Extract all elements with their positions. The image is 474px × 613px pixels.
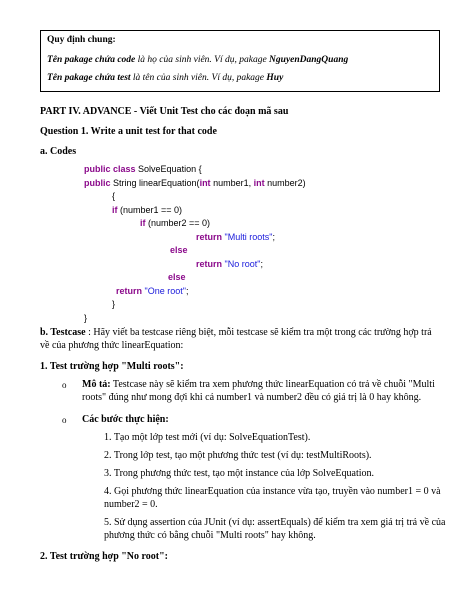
rules-box: [40, 30, 440, 92]
code-line: {: [112, 191, 116, 201]
step-item: 5. Sử dụng assertion của JUnit (ví dụ: assertEquals) để kiểm tra xem giá trị trả về của phương thức có bằng chuỗi "Multi roots" hay không.: [104, 517, 446, 541]
code-line: }: [112, 299, 116, 309]
item1-description: Mô tả: Testcase này sẽ kiểm tra xem phương thức linearEquation có trả về chuỗi "Multi roots" đúng như mong đợi khi cả number1 và number2 đều có giá trị là 0 hay không.: [82, 379, 435, 403]
rules-title: Quy định chung:: [47, 35, 116, 45]
item1-steps-label: Các bước thực hiện:: [82, 414, 169, 425]
item1-heading: 1. Test trường hợp "Multi roots":: [40, 361, 184, 372]
step-item: 2. Trong lớp test, tạo một phương thức test (ví dụ: testMultiRoots).: [104, 450, 372, 461]
code-line: else: [170, 245, 188, 255]
bullet-circle-icon: o: [62, 415, 67, 425]
step-item: 1. Tạo một lớp test mới (ví dụ: SolveEquationTest).: [104, 432, 311, 443]
code-line: public String linearEquation(int number1, int number2): [84, 177, 306, 188]
code-line: return "One root";: [116, 285, 189, 296]
part-title: PART IV. ADVANCE - Viết Unit Test cho các đoạn mã sau: [40, 106, 289, 117]
section-a-heading: a. Codes: [40, 146, 77, 157]
code-line: return "Multi roots";: [196, 231, 275, 242]
code-line: }: [84, 312, 88, 323]
code-line: if (number1 == 0): [112, 204, 183, 215]
bullet-circle-icon: o: [62, 380, 67, 390]
item2-heading: 2. Test trường hợp "No root":: [40, 551, 169, 562]
section-b-paragraph: b. Testcase : Hãy viết ba testcase riêng biệt, mỗi testcase sẽ kiểm tra một trong các trường hợp trả về của phương thức linearEquation:: [40, 327, 432, 351]
code-line: else: [168, 272, 186, 282]
step-item: 4. Gọi phương thức linearEquation của instance vừa tạo, truyền vào number1 = 0 và number2 = 0.: [104, 486, 441, 510]
code-line: if (number2 == 0): [140, 218, 211, 228]
code-block: [84, 163, 424, 325]
question-title: Question 1. Write a unit test for that code: [40, 126, 217, 137]
rules-line-code: Tên pakage chứa code là họ của sinh viên. Ví dụ, pakage NguyenDangQuang: [47, 54, 349, 65]
code-line: public class SolveEquation {: [84, 164, 202, 174]
rules-line-test: Tên pakage chứa test là tên của sinh viên. Ví dụ, pakage Huy: [47, 72, 284, 83]
code-line: return "No root";: [196, 258, 263, 269]
step-item: 3. Trong phương thức test, tạo một instance của lớp SolveEquation.: [104, 468, 374, 479]
